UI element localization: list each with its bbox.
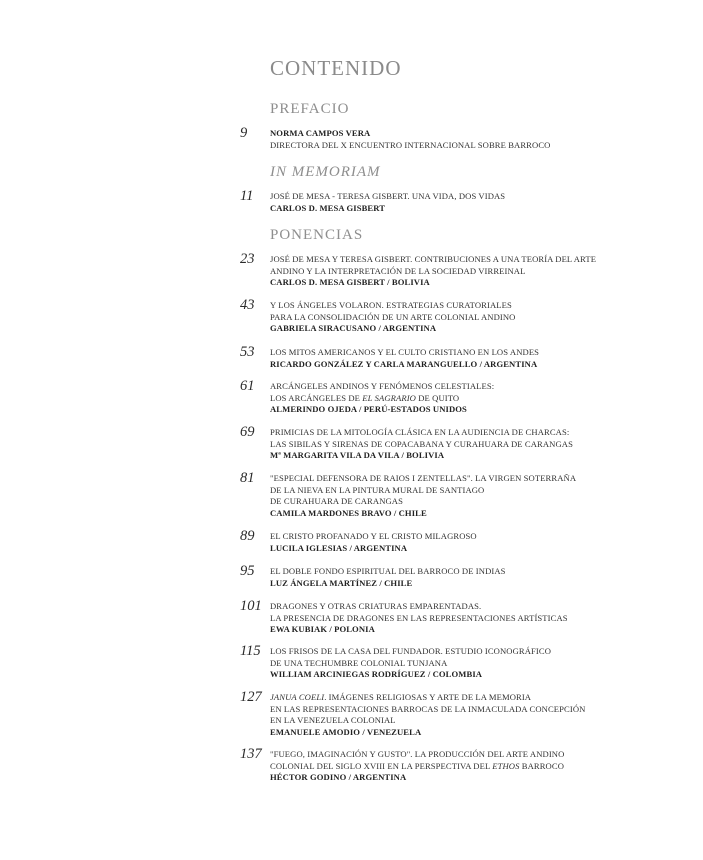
- entry-title-line: EL CRISTO PROFANADO Y EL CRISTO MILAGROSO: [270, 531, 477, 541]
- entry-title-line: JOSÉ DE MESA - TERESA GISBERT. UNA VIDA, DOS VIDAS: [270, 191, 506, 201]
- entry-title-line: "ESPECIAL DEFENSORA DE RAIOS I ZENTELLAS". LA VIRGEN SOTERRAÑA: [270, 473, 577, 483]
- entry-author: WILLIAM ARCINIEGAS RODRÍGUEZ / COLOMBIA: [270, 669, 483, 679]
- page-number: 101: [240, 598, 262, 614]
- page-number: 137: [240, 746, 262, 762]
- entry-body: [270, 692, 690, 738]
- entry-title-line: ANDINO Y LA INTERPRETACIÓN DE LA SOCIEDAD VIRREINAL: [270, 265, 526, 276]
- page-number: 95: [240, 563, 255, 579]
- page-number: 11: [240, 188, 254, 204]
- entry-author: CARLOS D. MESA GISBERT / BOLIVIA: [270, 277, 430, 287]
- entry-title-line: "FUEGO, IMAGINACIÓN Y GUSTO". LA PRODUCCIÓN DEL ARTE ANDINO: [270, 749, 565, 759]
- page-title: CONTENIDO: [270, 56, 402, 80]
- entry-title-line: DE LA NIEVA EN LA PINTURA MURAL DE SANTIAGO: [270, 484, 485, 495]
- entry-author: LUZ ÁNGELA MARTÍNEZ / CHILE: [270, 577, 413, 588]
- entry-title-line: COLONIAL DEL SIGLO XVIII EN LA PERSPECTIVA DEL ETHOS BARROCO: [270, 760, 564, 771]
- entry-body: [270, 427, 690, 462]
- page-number: 89: [240, 528, 255, 544]
- section-heading: IN MEMORIAM: [270, 164, 381, 180]
- entry-body: [270, 646, 690, 681]
- entry-author: RICARDO GONZÁLEZ Y CARLA MARANGUELLO / ARGENTINA: [270, 358, 538, 369]
- entry-title-line: EL DOBLE FONDO ESPIRITUAL DEL BARROCO DE INDIAS: [270, 566, 506, 576]
- entry-author: EMANUELE AMODIO / VENEZUELA: [270, 726, 422, 737]
- entry-title-line: PRIMICIAS DE LA MITOLOGÍA CLÁSICA EN LA AUDIENCIA DE CHARCAS:: [270, 427, 570, 437]
- entry-body: [270, 128, 690, 151]
- entry-body: [270, 601, 690, 636]
- entry-author: CAMILA MARDONES BRAVO / CHILE: [270, 507, 427, 518]
- entry-title-line: EN LAS REPRESENTACIONES BARROCAS DE LA INMACULADA CONCEPCIÓN: [270, 703, 586, 714]
- entry-body: [270, 566, 690, 589]
- section-heading: PREFACIO: [270, 101, 350, 117]
- entry-title-line: LOS MITOS AMERICANOS Y EL CULTO CRISTIANO EN LOS ANDES: [270, 347, 540, 357]
- entry-title-line: PARA LA CONSOLIDACIÓN DE UN ARTE COLONIAL ANDINO: [270, 311, 516, 322]
- entry-body: [270, 473, 690, 519]
- entry-title-line: JOSÉ DE MESA Y TERESA GISBERT. CONTRIBUCIONES A UNA TEORÍA DEL ARTE: [270, 254, 597, 264]
- entry-title-line: DE UNA TECHUMBRE COLONIAL TUNJANA: [270, 657, 448, 668]
- page-number: 81: [240, 470, 255, 486]
- entry-title-line: ARCÁNGELES ANDINOS Y FENÓMENOS CELESTIALES:: [270, 381, 495, 391]
- entry-body: [270, 381, 690, 416]
- entry-author: CARLOS D. MESA GISBERT: [270, 202, 386, 213]
- entry-author: EWA KUBIAK / POLONIA: [270, 624, 375, 634]
- entry-body: [270, 254, 690, 289]
- page-number: 9: [240, 125, 248, 141]
- page-number: 69: [240, 424, 255, 440]
- entry-title-line: Y LOS ÁNGELES VOLARON. ESTRATEGIAS CURATORIALES: [270, 300, 512, 310]
- entry-title-line: DRAGONES Y OTRAS CRIATURAS EMPARENTADAS.: [270, 601, 482, 611]
- entry-author: ALMERINDO OJEDA / PERÚ-ESTADOS UNIDOS: [270, 404, 467, 414]
- entry-body: [270, 531, 690, 554]
- entry-author: LUCILA IGLESIAS / ARGENTINA: [270, 542, 408, 553]
- entry-author: GABRIELA SIRACUSANO / ARGENTINA: [270, 323, 437, 333]
- page-number: 115: [240, 643, 261, 659]
- entry-title-line: LA PRESENCIA DE DRAGONES EN LAS REPRESENTACIONES ARTÍSTICAS: [270, 612, 568, 623]
- entry-title-line: DIRECTORA DEL X ENCUENTRO INTERNACIONAL SOBRE BARROCO: [270, 139, 551, 150]
- entry-title-line: DE CURAHUARA DE CARANGAS: [270, 496, 403, 506]
- entry-title-line: LOS FRISOS DE LA CASA DEL FUNDADOR. ESTUDIO ICONOGRÁFICO: [270, 646, 552, 656]
- entry-body: [270, 300, 690, 335]
- entry-author: NORMA CAMPOS VERA: [270, 128, 371, 138]
- page-number: 23: [240, 251, 255, 267]
- entry-title-line: EN LA VENEZUELA COLONIAL: [270, 715, 396, 725]
- entry-body: [270, 347, 690, 370]
- entry-title-line: LAS SIBILAS Y SIRENAS DE COPACABANA Y CURAHUARA DE CARANGAS: [270, 438, 573, 449]
- entry-title-line: JANUA COELI. IMÁGENES RELIGIOSAS Y ARTE DE LA MEMORIA: [270, 692, 532, 702]
- entry-author: HÉCTOR GODINO / ARGENTINA: [270, 772, 407, 782]
- page-number: 127: [240, 689, 262, 705]
- entry-author: Mª MARGARITA VILA DA VILA / BOLIVIA: [270, 450, 445, 460]
- entry-body: [270, 191, 690, 214]
- page-number: 43: [240, 297, 255, 313]
- page-number: 53: [240, 344, 255, 360]
- entry-body: [270, 749, 690, 784]
- page-number: 61: [240, 378, 255, 394]
- section-heading: PONENCIAS: [270, 227, 364, 243]
- entry-title-line: LOS ARCÁNGELES DE EL SAGRARIO DE QUITO: [270, 392, 460, 403]
